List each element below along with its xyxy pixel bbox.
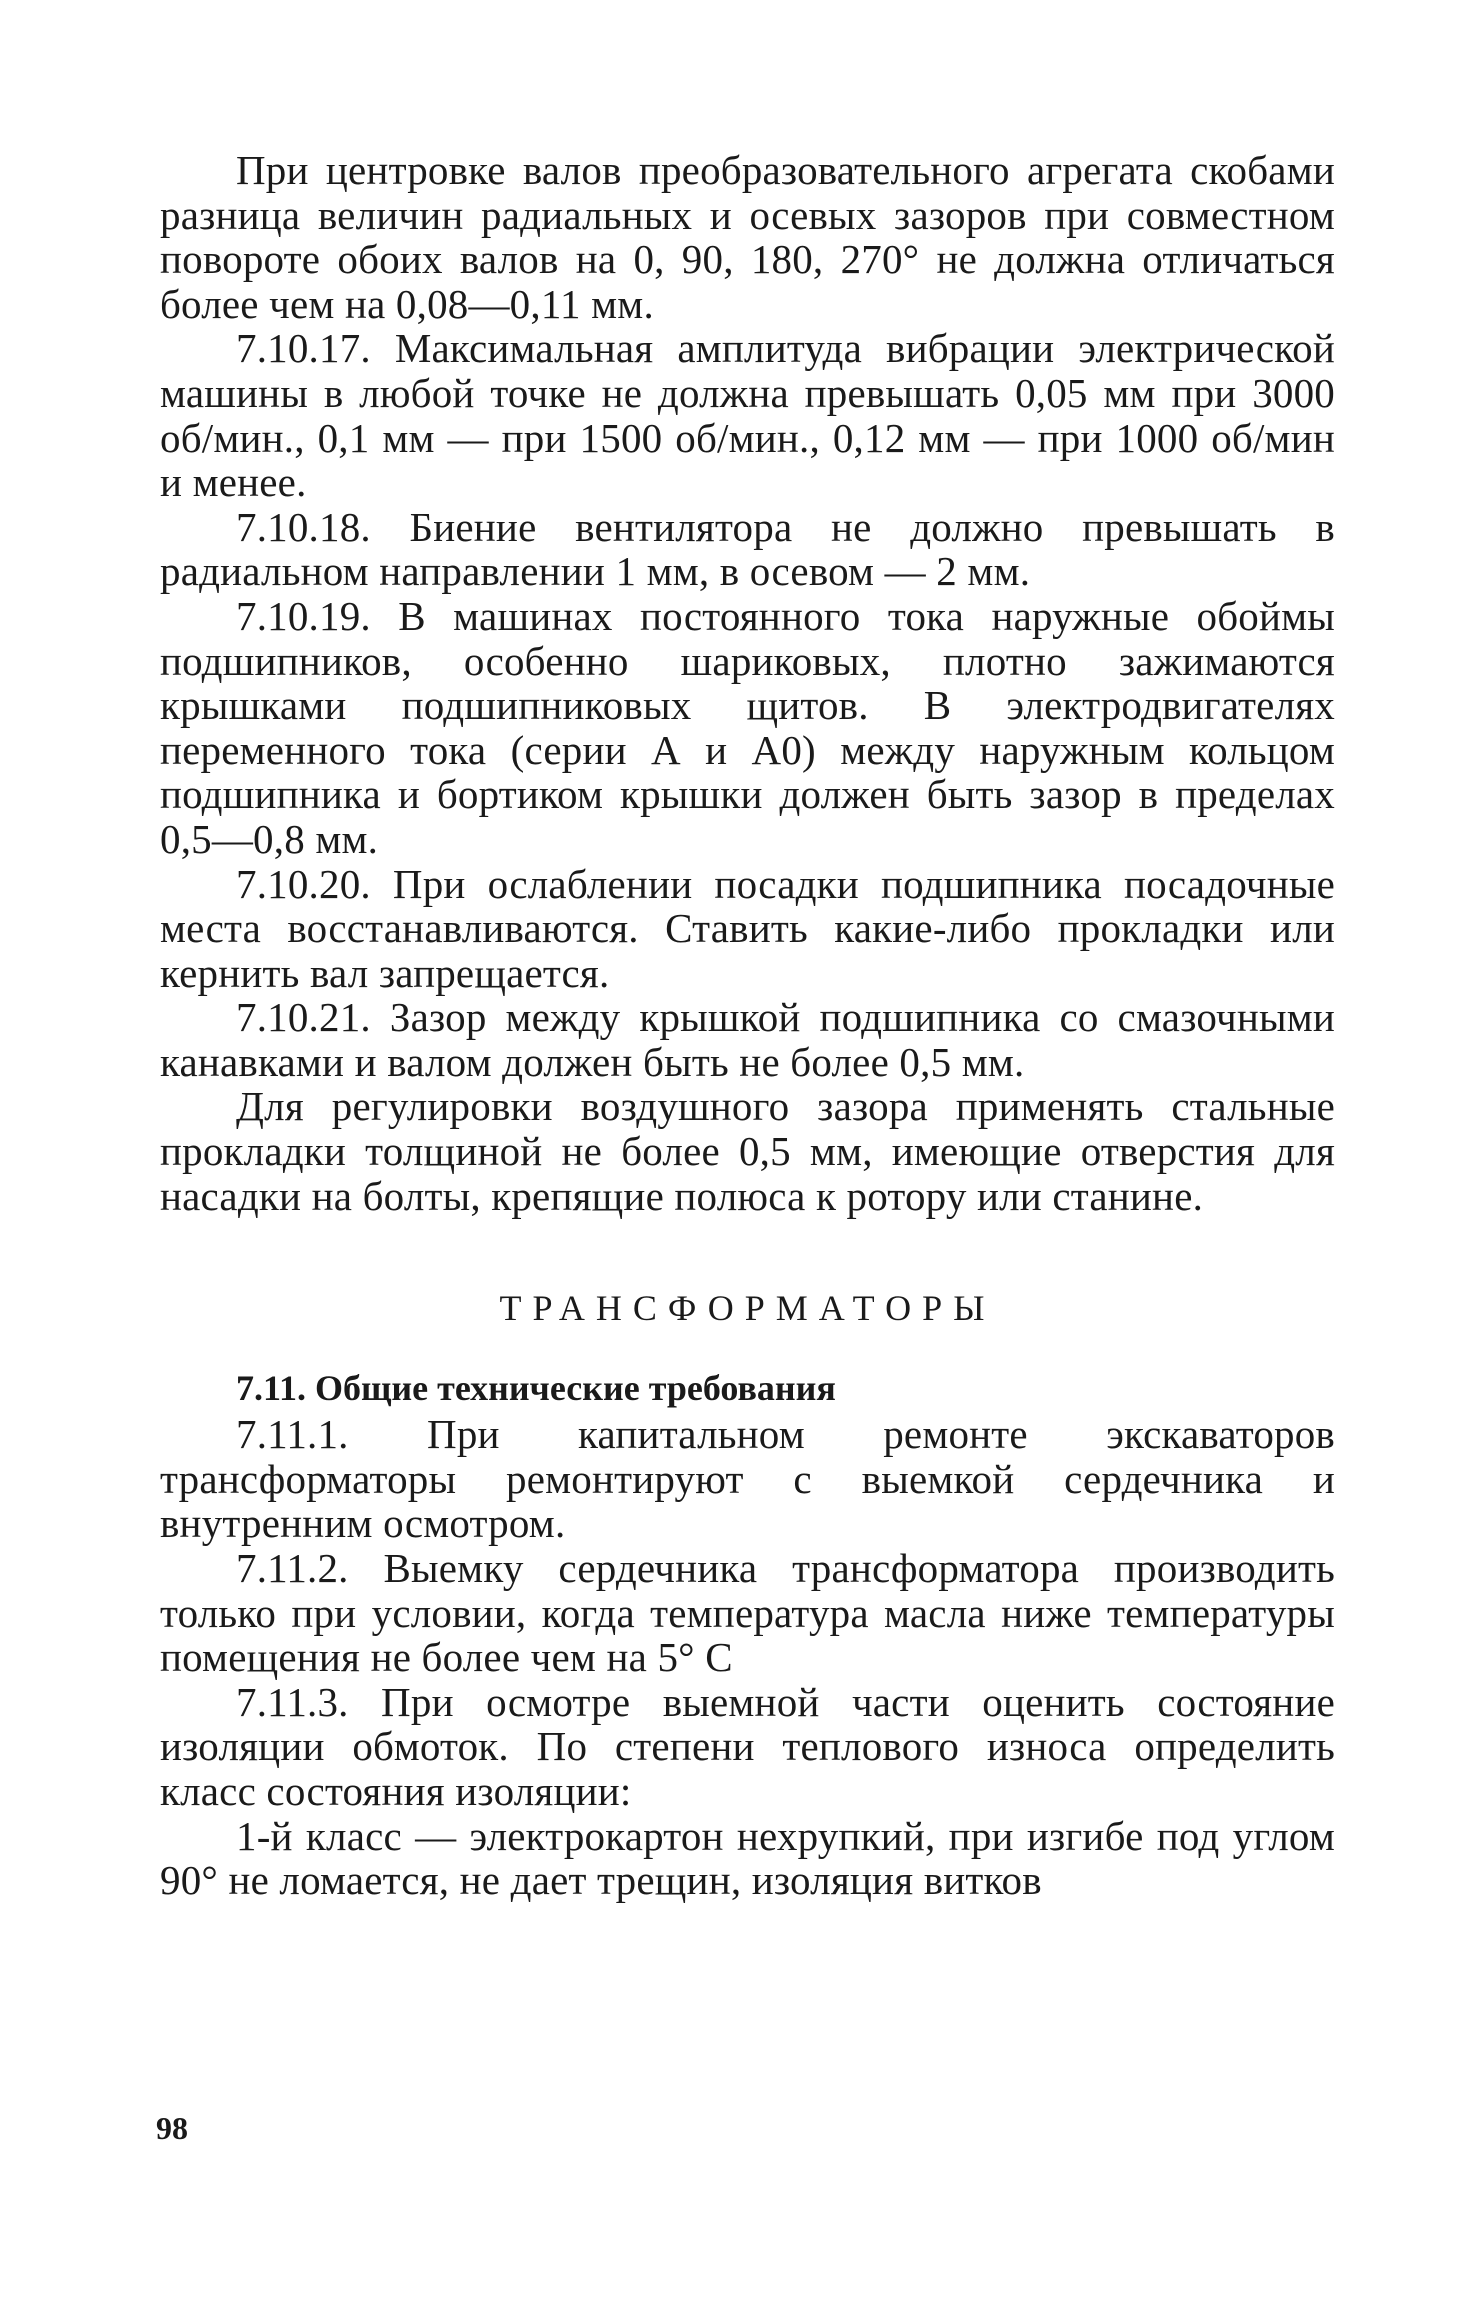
paragraph-7-11-1: 7.11.1. При капитальном ремонте экскаваторов трансформаторы ремонтируют с выемкой сердечника и внутренним осмотром. <box>160 1411 1335 1547</box>
paragraph-7-10-18: 7.10.18. Биение вентилятора не должно превышать в радиальном направлении 1 мм, в осевом — 2 мм. <box>160 503 1335 595</box>
paragraph-7-11-2: 7.11.2. Выемку сердечника трансформатора производить только при условии, когда температура масла ниже температуры помещения не более чем на 5° С <box>160 1545 1335 1681</box>
section-heading: ТРАНСФОРМАТОРЫ <box>499 1288 996 1329</box>
paragraph-7-10-20: 7.10.20. При ослаблении посадки подшипника посадочные места восстанавливаются. Ставить какие-либо прокладки или кернить вал запрещается. <box>160 860 1335 996</box>
text-body <box>160 148 1335 1903</box>
paragraph-alignment-tolerance: При центровке валов преобразовательного агрегата скобами разница величин радиальных и осевых зазоров при совместном повороте обоих валов на 0, 90, 180, 270° не должна отличаться более чем на 0,08—0,11 мм. <box>160 147 1335 327</box>
paragraph-air-gap-shims: Для регулировки воздушного зазора применять стальные прокладки толщиной не более 0,5 мм, имеющие отверстия для насадки на болты, крепящие полюса к ротору или станине. <box>160 1083 1335 1219</box>
subsection-heading: 7.11. Общие технические требования <box>236 1368 836 1409</box>
paragraph-class-1: 1-й класс — электрокартон нехрупкий, при изгибе под углом 90° не ломается, не дает трещин, изоляция витков <box>160 1812 1335 1904</box>
paragraph-7-10-21: 7.10.21. Зазор между крышкой подшипника со смазочными канавками и валом должен быть не более 0,5 мм. <box>160 994 1335 1085</box>
page-number: 98 <box>156 2110 188 2146</box>
paragraph-7-10-17: 7.10.17. Максимальная амплитуда вибрации электрической машины в любой точке не должна превышать 0,05 мм при 3000 об/мин., 0,1 мм — при 1500 об/мин., 0,12 мм — при 1000 об/мин и менее. <box>160 325 1335 506</box>
paragraph-7-11-3: 7.11.3. При осмотре выемной части оценить состояние изоляции обмоток. По степени теплового износа определить класс состояния изоляции: <box>160 1678 1335 1814</box>
paragraph-7-10-19: 7.10.19. В машинах постоянного тока наружные обоймы подшипников, особенно шариковых, плотно зажимаются крышками подшипниковых щитов. В электродвигателях переменного тока (серии А и А0) между наружным кольцом подшипника и бортиком крышки должен быть зазор в пределах 0,5—0,8 мм. <box>160 592 1335 862</box>
